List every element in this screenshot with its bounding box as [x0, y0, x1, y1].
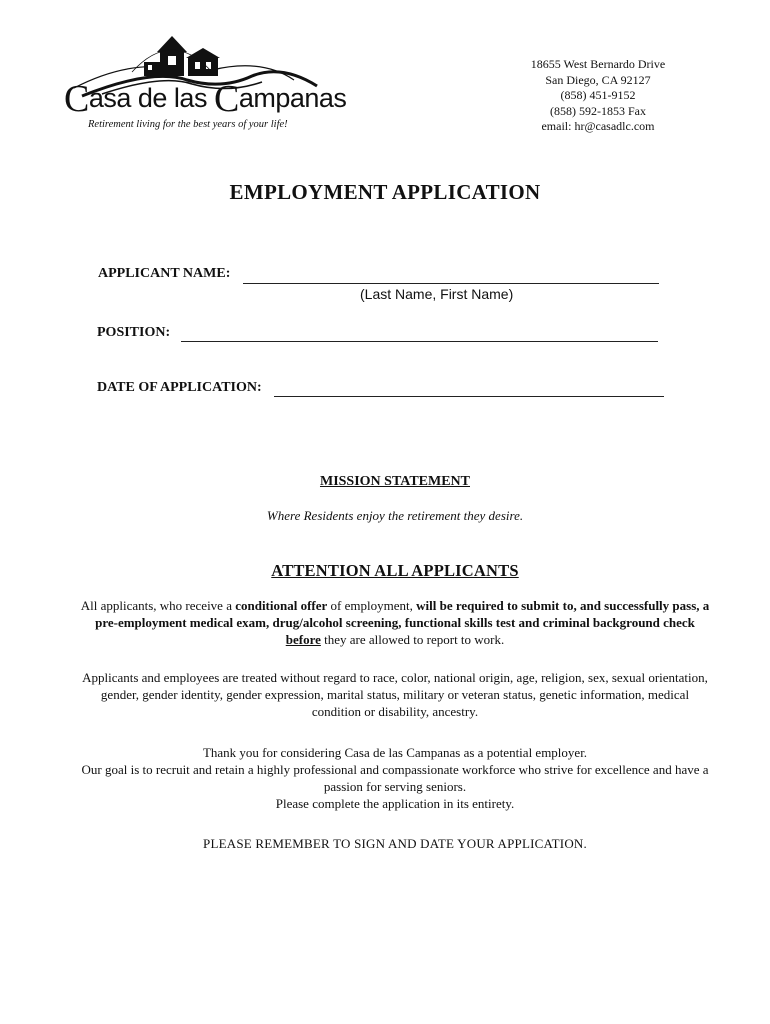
tagline: Retirement living for the best years of your life! [88, 119, 288, 130]
attention-heading: ATTENTION ALL APPLICANTS [271, 561, 519, 580]
mission-heading: MISSION STATEMENT [319, 474, 470, 489]
p1-conditional-offer: conditional offer [235, 598, 328, 613]
p1-before: before [285, 632, 321, 647]
logo-text-part2: ampanas [238, 83, 347, 113]
p1-part-a: All applicants, who receive a [80, 598, 236, 613]
p1-part-f: they are allowed to report to work. [320, 632, 505, 647]
date-of-application-field[interactable] [274, 396, 664, 397]
date-of-application-label: DATE OF APPLICATION: [97, 380, 262, 395]
thank-you-paragraph [80, 744, 710, 812]
equal-opportunity-paragraph: Applicants and employees are treated without regard to race, color, national origin, age, religion, sex, sexual orientation, gender, gender identity, gender expression, marital status, military or veteran status, genetic information, medical condition or disability, ancestry. [82, 670, 708, 719]
p1-requirements: will be required to submit to, and successfully pass, a pre-employment medical exam, drug/alcohol screening, functional skills test and criminal background check [95, 598, 710, 630]
position-label: POSITION: [97, 325, 171, 340]
thank-you-line: Thank you for considering Casa de las Campanas as a potential employer. [202, 745, 588, 760]
address-email: email: hr@casadlc.com [541, 119, 655, 133]
requirements-paragraph [80, 597, 710, 648]
page-title: EMPLOYMENT APPLICATION [229, 180, 541, 204]
applicant-name-field[interactable] [243, 283, 659, 284]
mission-text: Where Residents enjoy the retirement they desire. [266, 508, 524, 523]
logo-cap-c1: C [64, 78, 89, 120]
address-street: 18655 West Bernardo Drive [530, 57, 666, 71]
logo-wordmark [64, 80, 346, 118]
logo-cap-c2: C [213, 78, 239, 120]
address-phone: (858) 451-9152 [560, 88, 636, 102]
address-block [508, 57, 688, 135]
address-city: San Diego, CA 92127 [545, 72, 651, 87]
p1-part-c: of employment, [327, 598, 417, 613]
sign-date-reminder: PLEASE REMEMBER TO SIGN AND DATE YOUR APPLICATION. [203, 836, 587, 851]
logo-text-part1: asa de las [88, 83, 214, 113]
complete-line: Please complete the application in its entirety. [275, 796, 515, 811]
applicant-name-label: APPLICANT NAME: [98, 266, 231, 281]
position-field[interactable] [181, 341, 658, 342]
address-fax: (858) 592-1853 Fax [550, 103, 646, 118]
goal-line: Our goal is to recruit and retain a highly professional and compassionate workforce who strive for excellence and have a passion for serving seniors. [81, 762, 709, 794]
applicant-name-hint: (Last Name, First Name) [360, 286, 514, 302]
